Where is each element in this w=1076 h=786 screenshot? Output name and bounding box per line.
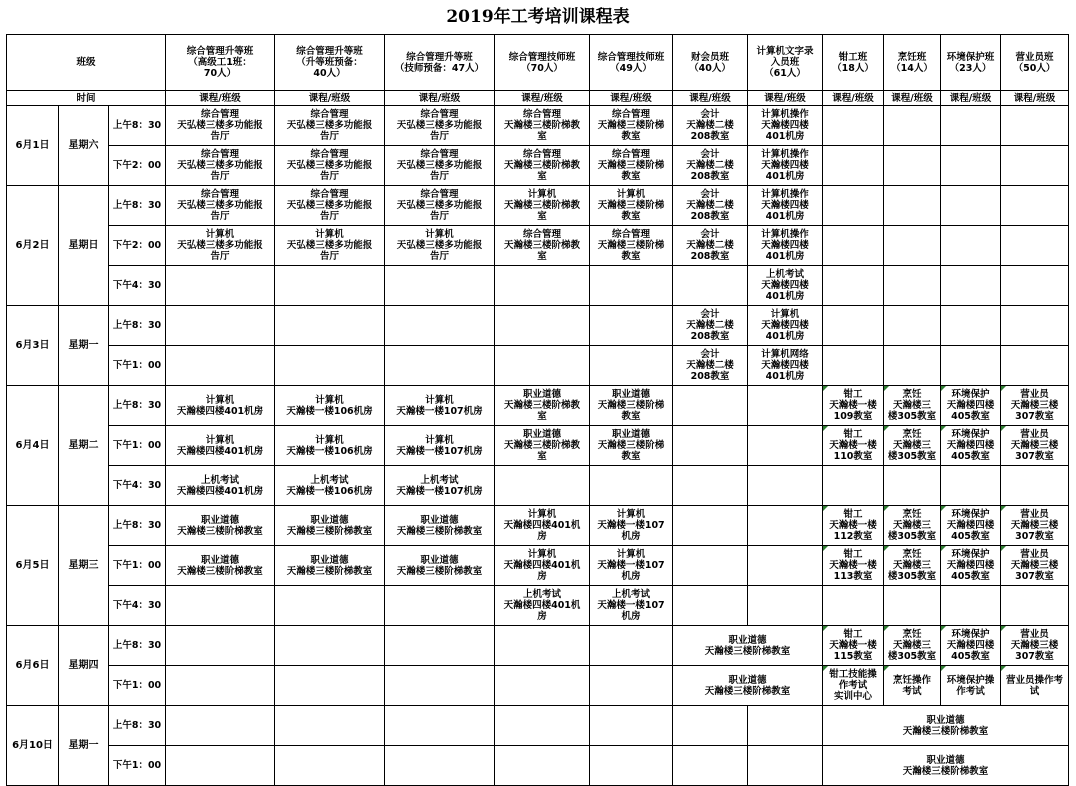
course-cell [385, 306, 495, 346]
course-cell [166, 706, 275, 746]
course-cell [823, 306, 884, 346]
course-cell [673, 386, 748, 426]
course-cell: 营业员 天瀚楼三楼 307教室 [1001, 426, 1069, 466]
time-slot: 下午1：00 [109, 746, 166, 786]
course-cell: 钳工 天瀚楼一楼 115教室 [823, 626, 884, 666]
course-cell: 计算机 天瀚楼一楼106机房 [275, 386, 385, 426]
header-course-label: 课程/班级 [275, 91, 385, 106]
schedule-row [7, 706, 1069, 746]
schedule-row [7, 186, 1069, 226]
course-cell: 综合管理 天瀚楼三楼阶梯教 室 [495, 226, 590, 266]
course-cell [495, 306, 590, 346]
course-cell: 会计 天瀚楼二楼 208教室 [673, 146, 748, 186]
time-slot: 上午8：30 [109, 306, 166, 346]
course-cell: 计算机 天瀚楼三楼阶梯 教室 [590, 186, 673, 226]
course-cell: 计算机 天瀚楼一楼106机房 [275, 426, 385, 466]
course-cell: 职业道德 天瀚楼三楼阶梯教室 [275, 546, 385, 586]
course-cell: 职业道德 天瀚楼三楼阶梯教室 [673, 666, 823, 706]
course-cell [1001, 186, 1069, 226]
course-cell: 综合管理 天瀚楼三楼阶梯教 室 [495, 146, 590, 186]
course-cell [275, 586, 385, 626]
course-cell [385, 706, 495, 746]
course-cell: 烹饪 天瀚楼三 楼305教室 [884, 626, 941, 666]
course-cell [748, 546, 823, 586]
course-cell [823, 106, 884, 146]
header-class-7: 钳工班 （18人） [823, 35, 884, 91]
course-cell: 环境保护 天瀚楼四楼 405教室 [941, 626, 1001, 666]
time-slot: 上午8：30 [109, 106, 166, 146]
course-cell: 会计 天瀚楼二楼 208教室 [673, 186, 748, 226]
time-slot: 下午1：00 [109, 346, 166, 386]
course-cell: 计算机操作 天瀚楼四楼 401机房 [748, 226, 823, 266]
course-cell [884, 186, 941, 226]
course-cell [823, 266, 884, 306]
course-cell [385, 346, 495, 386]
header-class-10: 营业员班 （50人） [1001, 35, 1069, 91]
course-cell [884, 466, 941, 506]
header-course-label: 课程/班级 [495, 91, 590, 106]
time-slot: 下午4：30 [109, 586, 166, 626]
course-cell [748, 586, 823, 626]
course-cell: 上机考试 天瀚楼一楼107 机房 [590, 586, 673, 626]
time-slot: 下午2：00 [109, 226, 166, 266]
course-cell: 职业道德 天瀚楼三楼阶梯教 室 [495, 386, 590, 426]
schedule-row [7, 306, 1069, 346]
time-slot: 下午4：30 [109, 266, 166, 306]
course-cell: 环境保护 天瀚楼四楼 405教室 [941, 386, 1001, 426]
course-cell [941, 186, 1001, 226]
course-cell: 计算机 天瀚楼一楼107 机房 [590, 546, 673, 586]
course-cell: 烹饪操作 考试 [884, 666, 941, 706]
header-class-1: 综合管理升等班 （升等班预备： 40人） [275, 35, 385, 91]
course-cell [823, 586, 884, 626]
header-course-label: 课程/班级 [590, 91, 673, 106]
course-cell [1001, 226, 1069, 266]
course-cell [166, 266, 275, 306]
header-class-0: 综合管理升等班 （高级工1班： 70人） [166, 35, 275, 91]
course-cell: 职业道德 天瀚楼三楼阶梯教室 [385, 546, 495, 586]
course-cell [385, 266, 495, 306]
day-week: 星期一 [59, 706, 109, 786]
course-cell [941, 226, 1001, 266]
course-cell: 营业员 天瀚楼三楼 307教室 [1001, 386, 1069, 426]
course-cell: 钳工 天瀚楼一楼 109教室 [823, 386, 884, 426]
course-cell [590, 346, 673, 386]
day-date: 6月3日 [7, 306, 59, 386]
course-cell: 计算机操作 天瀚楼四楼 401机房 [748, 106, 823, 146]
header-course-label: 课程/班级 [748, 91, 823, 106]
time-slot: 下午2：00 [109, 146, 166, 186]
course-cell: 上机考试 天瀚楼四楼401机 房 [495, 586, 590, 626]
course-cell: 计算机 天瀚楼三楼阶梯教 室 [495, 186, 590, 226]
schedule-row [7, 506, 1069, 546]
header-course-label: 课程/班级 [823, 91, 884, 106]
course-cell [1001, 266, 1069, 306]
course-cell [884, 146, 941, 186]
day-date: 6月4日 [7, 386, 59, 506]
course-cell [673, 466, 748, 506]
course-cell [748, 706, 823, 746]
course-cell [275, 266, 385, 306]
course-cell: 职业道德 天瀚楼三楼阶梯 教室 [590, 426, 673, 466]
time-slot: 下午1：00 [109, 666, 166, 706]
course-cell [495, 266, 590, 306]
schedule-row [7, 586, 1069, 626]
header-class-4: 综合管理技师班 （49人） [590, 35, 673, 91]
day-date: 6月6日 [7, 626, 59, 706]
course-cell [590, 466, 673, 506]
course-cell: 环境保护 天瀚楼四楼 405教室 [941, 506, 1001, 546]
day-week: 星期日 [59, 186, 109, 306]
course-cell: 计算机 天瀚楼四楼401机 房 [495, 546, 590, 586]
course-cell [884, 266, 941, 306]
course-cell [823, 186, 884, 226]
course-cell: 职业道德 天瀚楼三楼阶梯教室 [823, 706, 1069, 746]
course-cell [884, 226, 941, 266]
course-cell: 上机考试 天瀚楼一楼107机房 [385, 466, 495, 506]
course-cell: 综合管理 天瀚楼三楼阶梯 教室 [590, 226, 673, 266]
course-cell: 计算机 天瀚楼一楼107机房 [385, 426, 495, 466]
course-cell [1001, 586, 1069, 626]
course-cell [673, 706, 748, 746]
course-cell: 上机考试 天瀚楼四楼401机房 [166, 466, 275, 506]
course-cell: 环境保护 天瀚楼四楼 405教室 [941, 546, 1001, 586]
header-class-label: 班级 [7, 35, 166, 91]
course-cell: 烹饪 天瀚楼三 楼305教室 [884, 506, 941, 546]
course-cell: 计算机操作 天瀚楼四楼 401机房 [748, 186, 823, 226]
header-class-3: 综合管理技师班 （70人） [495, 35, 590, 91]
header-class-9: 环境保护班 （23人） [941, 35, 1001, 91]
time-slot: 下午1：00 [109, 426, 166, 466]
schedule-row [7, 266, 1069, 306]
day-date: 6月5日 [7, 506, 59, 626]
course-cell [1001, 306, 1069, 346]
course-cell [823, 346, 884, 386]
course-cell [884, 346, 941, 386]
schedule-row [7, 386, 1069, 426]
course-cell: 综合管理 天弘楼三楼多功能报 告厅 [275, 186, 385, 226]
course-cell: 烹饪 天瀚楼三 楼305教室 [884, 426, 941, 466]
course-cell [385, 586, 495, 626]
course-cell: 综合管理 天弘楼三楼多功能报 告厅 [275, 146, 385, 186]
course-cell: 综合管理 天瀚楼三楼阶梯 教室 [590, 146, 673, 186]
course-cell: 计算机 天瀚楼一楼107机房 [385, 386, 495, 426]
course-cell [495, 346, 590, 386]
header-course-label: 课程/班级 [385, 91, 495, 106]
day-week: 星期六 [59, 106, 109, 186]
course-cell: 综合管理 天弘楼三楼多功能报 告厅 [166, 146, 275, 186]
course-cell [823, 146, 884, 186]
time-slot: 上午8：30 [109, 626, 166, 666]
course-cell: 综合管理 天弘楼三楼多功能报 告厅 [275, 106, 385, 146]
course-cell [495, 626, 590, 666]
course-cell [1001, 466, 1069, 506]
course-cell [385, 666, 495, 706]
course-cell: 营业员操作考 试 [1001, 666, 1069, 706]
course-cell: 综合管理 天瀚楼三楼阶梯 教室 [590, 106, 673, 146]
course-cell: 计算机 天瀚楼四楼401机房 [166, 426, 275, 466]
course-cell: 计算机操作 天瀚楼四楼 401机房 [748, 146, 823, 186]
course-cell: 钳工 天瀚楼一楼 113教室 [823, 546, 884, 586]
course-cell: 职业道德 天瀚楼三楼阶梯教室 [275, 506, 385, 546]
header-course-label: 课程/班级 [166, 91, 275, 106]
course-cell: 营业员 天瀚楼三楼 307教室 [1001, 546, 1069, 586]
time-slot: 上午8：30 [109, 186, 166, 226]
course-cell [275, 706, 385, 746]
header-course-label: 课程/班级 [884, 91, 941, 106]
course-cell [590, 626, 673, 666]
page-title: 2019年工考培训课程表 [446, 7, 630, 27]
course-cell [941, 106, 1001, 146]
course-cell: 钳工 天瀚楼一楼 112教室 [823, 506, 884, 546]
course-cell [941, 346, 1001, 386]
course-cell: 环境保护操 作考试 [941, 666, 1001, 706]
course-cell: 烹饪 天瀚楼三 楼305教室 [884, 386, 941, 426]
time-slot: 下午1：00 [109, 546, 166, 586]
course-cell: 计算机 天瀚楼一楼107 机房 [590, 506, 673, 546]
course-cell: 计算机 天弘楼三楼多功能报 告厅 [275, 226, 385, 266]
course-cell: 计算机 天弘楼三楼多功能报 告厅 [385, 226, 495, 266]
day-week: 星期一 [59, 306, 109, 386]
header-course-label: 课程/班级 [941, 91, 1001, 106]
time-slot: 上午8：30 [109, 506, 166, 546]
time-slot: 上午8：30 [109, 386, 166, 426]
course-cell: 会计 天瀚楼二楼 208教室 [673, 346, 748, 386]
course-cell: 综合管理 天弘楼三楼多功能报 告厅 [385, 106, 495, 146]
course-cell [823, 226, 884, 266]
course-cell [941, 586, 1001, 626]
course-cell: 职业道德 天瀚楼三楼阶梯教 室 [495, 426, 590, 466]
course-cell [884, 106, 941, 146]
course-cell: 职业道德 天瀚楼三楼阶梯教室 [166, 506, 275, 546]
course-cell: 计算机 天瀚楼四楼401机房 [166, 386, 275, 426]
course-cell [673, 426, 748, 466]
course-cell [941, 466, 1001, 506]
header-course-label: 课程/班级 [1001, 91, 1069, 106]
course-cell: 综合管理 天弘楼三楼多功能报 告厅 [385, 186, 495, 226]
course-cell: 会计 天瀚楼二楼 208教室 [673, 306, 748, 346]
course-cell: 计算机 天瀚楼四楼 401机房 [748, 306, 823, 346]
course-cell [1001, 346, 1069, 386]
course-cell [748, 466, 823, 506]
course-cell [1001, 106, 1069, 146]
schedule-row [7, 426, 1069, 466]
course-cell: 营业员 天瀚楼三楼 307教室 [1001, 626, 1069, 666]
course-cell [275, 346, 385, 386]
course-cell [748, 386, 823, 426]
course-cell [590, 666, 673, 706]
course-cell [884, 586, 941, 626]
course-cell [495, 666, 590, 706]
course-cell [166, 346, 275, 386]
day-week: 星期四 [59, 626, 109, 706]
course-cell [166, 626, 275, 666]
course-cell: 计算机网络 天瀚楼四楼 401机房 [748, 346, 823, 386]
course-cell: 职业道德 天瀚楼三楼阶梯教室 [823, 746, 1069, 786]
course-cell: 钳工技能操 作考试 实训中心 [823, 666, 884, 706]
course-cell: 上机考试 天瀚楼四楼 401机房 [748, 266, 823, 306]
course-cell [884, 306, 941, 346]
course-cell [823, 466, 884, 506]
header-class-8: 烹饪班 （14人） [884, 35, 941, 91]
course-cell [495, 706, 590, 746]
header-class-2: 综合管理升等班 （技师预备：47人） [385, 35, 495, 91]
course-cell [748, 426, 823, 466]
time-slot: 上午8：30 [109, 706, 166, 746]
course-cell: 职业道德 天瀚楼三楼阶梯教室 [673, 626, 823, 666]
schedule-table [6, 34, 1069, 786]
course-cell [1001, 146, 1069, 186]
course-cell [673, 546, 748, 586]
header-course-label: 课程/班级 [673, 91, 748, 106]
schedule-row [7, 466, 1069, 506]
course-cell [275, 306, 385, 346]
day-week: 星期三 [59, 506, 109, 626]
schedule-row [7, 666, 1069, 706]
header-row-classes [7, 35, 1069, 91]
course-cell [590, 706, 673, 746]
schedule-row [7, 626, 1069, 666]
course-cell: 计算机 天瀚楼四楼401机 房 [495, 506, 590, 546]
course-cell: 钳工 天瀚楼一楼 110教室 [823, 426, 884, 466]
course-cell: 上机考试 天瀚楼一楼106机房 [275, 466, 385, 506]
course-cell [166, 586, 275, 626]
header-row-time [7, 91, 1069, 106]
course-cell: 综合管理 天弘楼三楼多功能报 告厅 [166, 106, 275, 146]
course-cell: 职业道德 天瀚楼三楼阶梯教室 [166, 546, 275, 586]
course-cell [275, 666, 385, 706]
course-cell: 环境保护 天瀚楼四楼 405教室 [941, 426, 1001, 466]
course-cell: 计算机 天弘楼三楼多功能报 告厅 [166, 226, 275, 266]
course-cell [166, 666, 275, 706]
course-cell: 综合管理 天弘楼三楼多功能报 告厅 [385, 146, 495, 186]
course-cell: 综合管理 天弘楼三楼多功能报 告厅 [166, 186, 275, 226]
course-cell [673, 586, 748, 626]
course-cell: 烹饪 天瀚楼三 楼305教室 [884, 546, 941, 586]
course-cell: 会计 天瀚楼二楼 208教室 [673, 106, 748, 146]
header-class-6: 计算机文字录 入员班 （61人） [748, 35, 823, 91]
course-cell [385, 626, 495, 666]
course-cell [590, 266, 673, 306]
schedule-row [7, 546, 1069, 586]
course-cell: 综合管理 天瀚楼三楼阶梯教 室 [495, 106, 590, 146]
header-time-label: 时间 [7, 91, 166, 106]
schedule-row [7, 106, 1069, 146]
course-cell: 营业员 天瀚楼三楼 307教室 [1001, 506, 1069, 546]
day-date: 6月10日 [7, 706, 59, 786]
course-cell [495, 466, 590, 506]
course-cell [275, 626, 385, 666]
day-date: 6月2日 [7, 186, 59, 306]
course-cell [673, 266, 748, 306]
time-slot: 下午4：30 [109, 466, 166, 506]
schedule-row [7, 226, 1069, 266]
course-cell [941, 306, 1001, 346]
course-cell [590, 306, 673, 346]
course-cell: 会计 天瀚楼二楼 208教室 [673, 226, 748, 266]
schedule-row [7, 146, 1069, 186]
course-cell [166, 306, 275, 346]
course-cell [673, 506, 748, 546]
course-cell [748, 506, 823, 546]
schedule-row [7, 346, 1069, 386]
course-cell: 职业道德 天瀚楼三楼阶梯教室 [385, 506, 495, 546]
day-date: 6月1日 [7, 106, 59, 186]
course-cell [941, 266, 1001, 306]
course-cell: 职业道德 天瀚楼三楼阶梯 教室 [590, 386, 673, 426]
day-week: 星期二 [59, 386, 109, 506]
header-class-5: 财会员班 （40人） [673, 35, 748, 91]
course-cell [941, 146, 1001, 186]
